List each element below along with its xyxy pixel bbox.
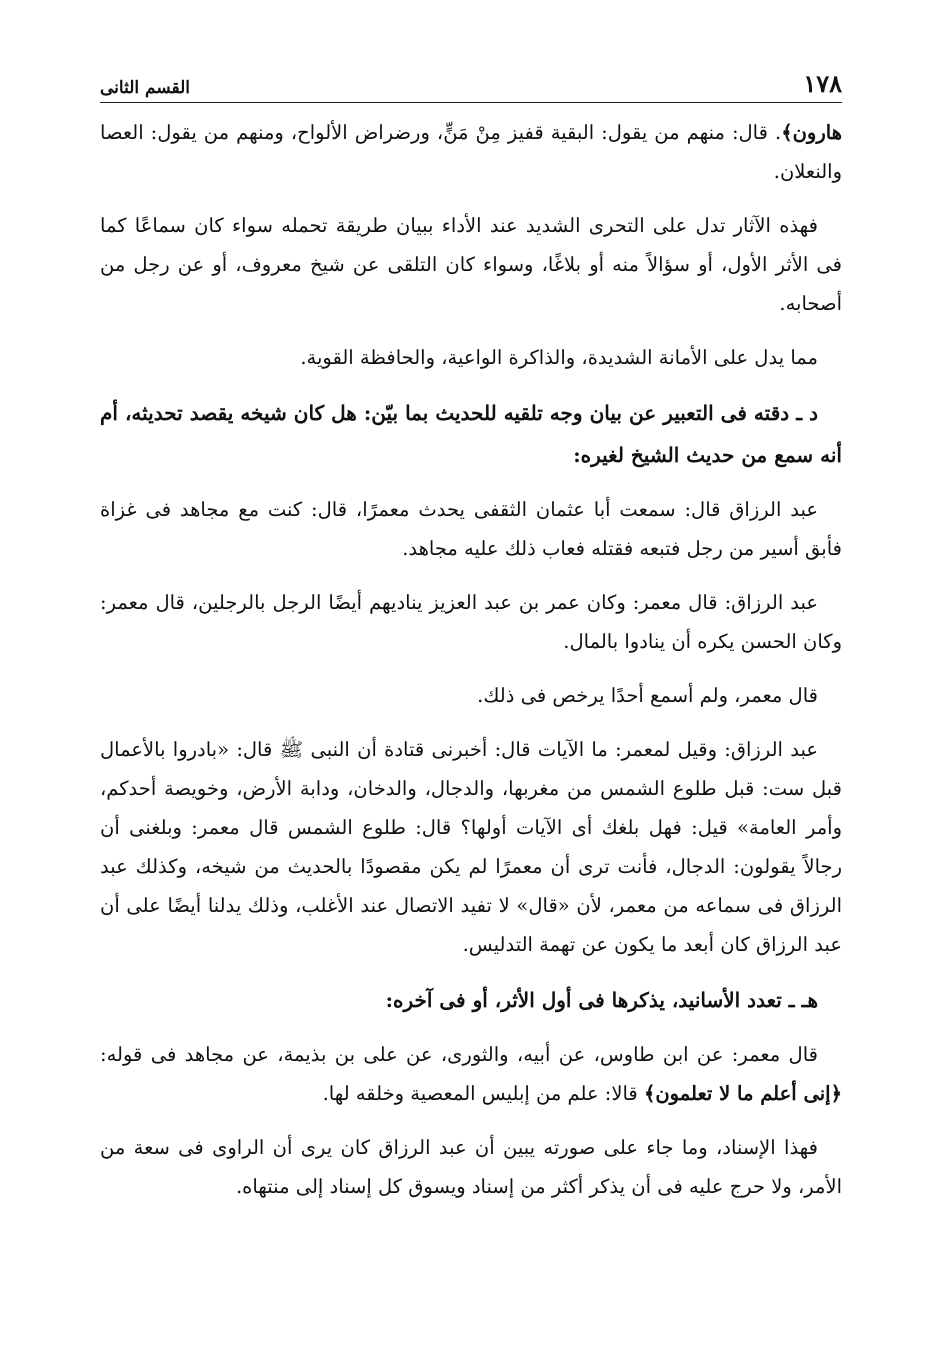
running-title: القسم الثانى — [100, 78, 191, 98]
section-heading-h: هـ ـ تعدد الأسانيد، يذكرها فى أول الأثر، أو فى آخره: — [385, 988, 818, 1012]
paragraph-6: قال معمر، ولم أسمع أحدًا يرخص فى ذلك. — [477, 684, 818, 707]
paragraph-2: فهذه الآثار تدل على التحرى الشديد عند الأداء ببيان طريقة تحمله سواء كان سماعًا كما فى الأثر الأول، أو سؤالاً منه أو بلاغًا، وسواء كان التلقى عن شيخ معروف، أو عن رجل من أصحابه. — [100, 214, 842, 315]
page-body — [100, 113, 842, 1206]
paragraph-1-text: . قال: منهم من يقول: البقية قفيز مِنْ مَنٍّ، ورضراض الألواح، ومنهم من يقول: العصا والنعلان. — [100, 121, 842, 183]
paragraph-7: عبد الرزاق: وقيل لمعمر: ما الآيات قال: أخبرنى قتادة أن النبى ﷺ قال: «بادروا بالأعمال قبل ست: قبل طلوع الشمس من مغربها، والدجال، والدخان، ودابة الأرض، وخويصة أحدكم، وأمر العامة» قيل: فهل بلغك أى الآيات أولها؟ قال: طلوع الشمس قال معمر: وبلغنى أن رجالاً يقولون: الدجال، فأنت ترى أن معمرًا لم يكن مقصودًا بالحديث من شيخه، وكذلك عبد الرزاق فى سماعه من معمر، لأن «قال» لا تفيد الاتصال عند الأغلب، وذلك يدلنا أيضًا على أن عبد الرزاق كان أبعد ما يكون عن تهمة التدليس. — [100, 738, 842, 956]
paragraph-1 — [100, 113, 842, 191]
page-number: ١٧٨ — [803, 69, 842, 98]
paragraph-9: فهذا الإسناد، وما جاء على صورته يبين أن عبد الرزاق كان يرى أن الراوى فى سعة من الأمر، ولا حرج عليه فى أن يذكر أكثر من إسناد ويسوق كل إسناد إلى منتهاه. — [100, 1136, 842, 1198]
paragraph-3: مما يدل على الأمانة الشديدة، والذاكرة الواعية، والحافظة القوية. — [300, 346, 818, 369]
page-header — [100, 64, 842, 103]
quran-verse-end: هارون﴾ — [781, 121, 842, 144]
quran-quote: ﴿إنى أعلم ما لا تعلمون﴾ — [643, 1082, 842, 1105]
section-heading-d: د ـ دقته فى التعبير عن بيان وجه تلقيه للحديث بما بيّن: هل كان شيخه يقصد تحديثه، أم أنه سمع من حديث الشيخ لغيره: — [100, 401, 842, 467]
paragraph-8-start: قال معمر: عن ابن طاوس، عن أبيه، والثورى، عن على بن بذيمة، عن مجاهد فى قوله: — [100, 1043, 818, 1066]
paragraph-5: عبد الرزاق: قال معمر: وكان عمر بن عبد العزيز يناديهم أيضًا الرجل بالرجلين، قال معمر: وكان الحسن يكره أن ينادوا بالمال. — [100, 591, 842, 653]
paragraph-4: عبد الرزاق قال: سمعت أبا عثمان الثقفى يحدث معمرًا، قال: كنت مع مجاهد فى غزاة فأبق أسير من رجل فتبعه فقتله فعاب ذلك عليه مجاهد. — [100, 498, 842, 560]
paragraph-8-end: قالا: علم من إبليس المعصية وخلقه لها. — [322, 1082, 644, 1105]
paragraph-8 — [100, 1035, 842, 1113]
